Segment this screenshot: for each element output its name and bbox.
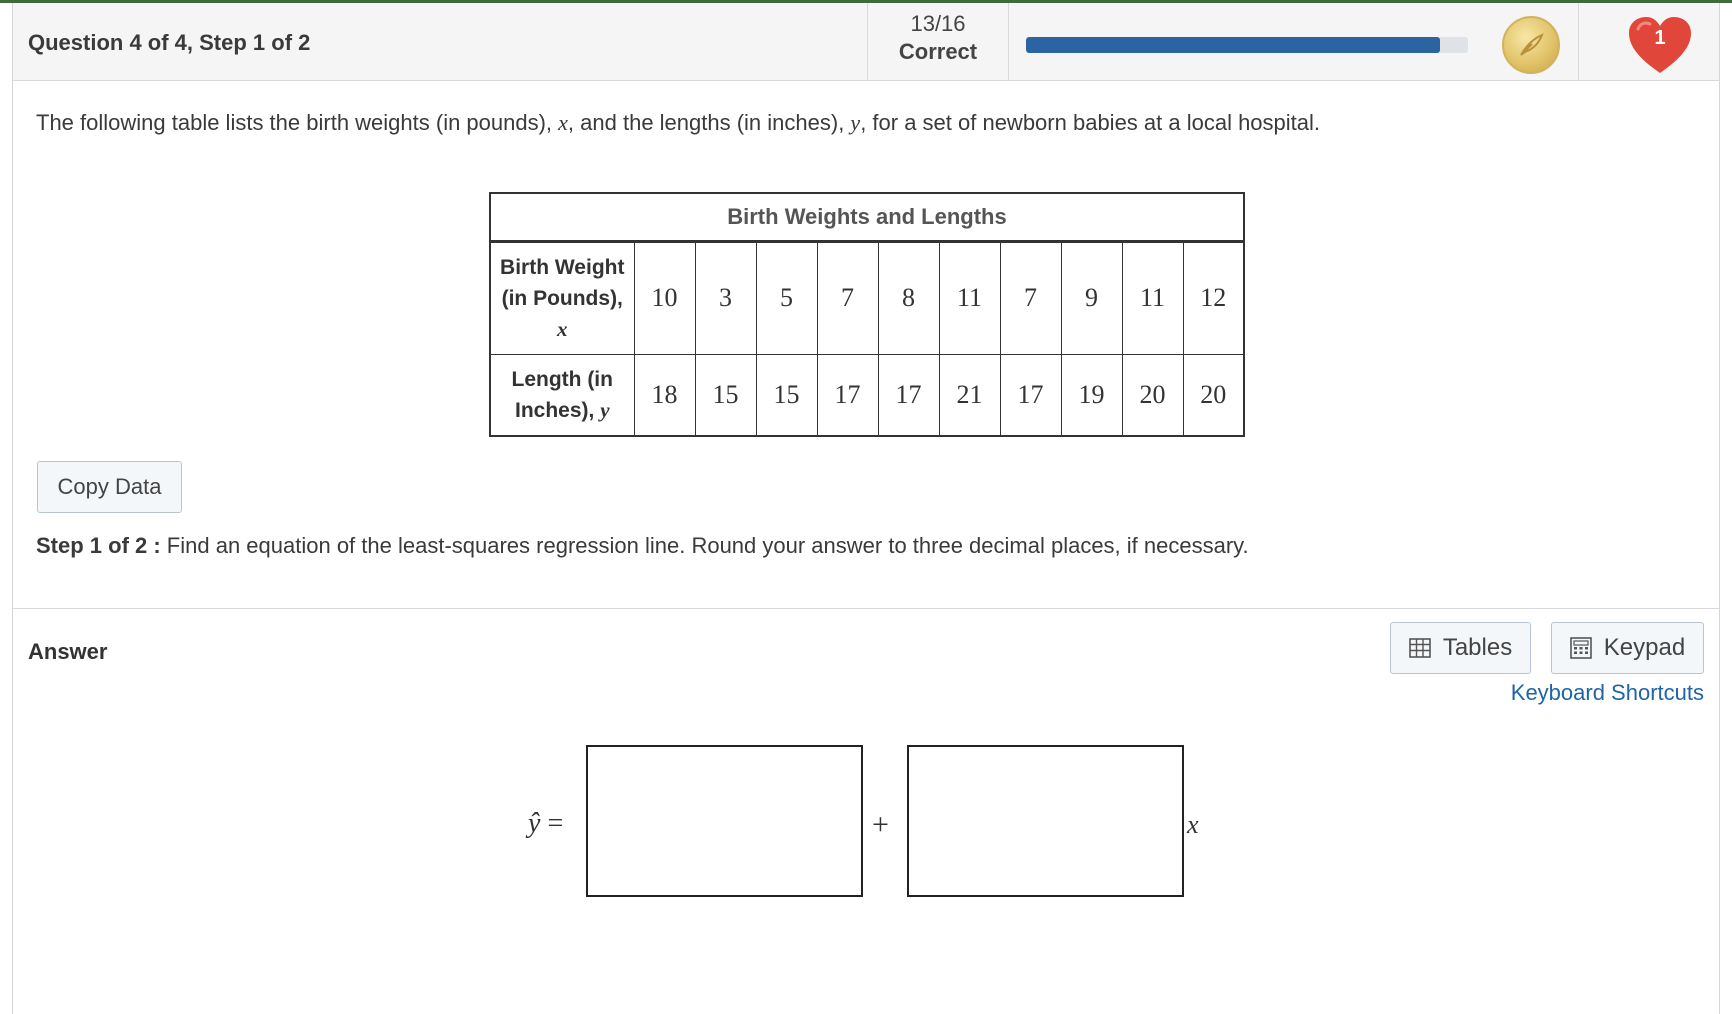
row-header-weight-text: Birth Weight (in Pounds), [500, 255, 625, 310]
row-header-length-text: Length (in Inches), [511, 367, 613, 422]
step-instruction [36, 533, 1249, 559]
question-panel [12, 3, 1720, 1014]
equals-sign: = [547, 808, 564, 839]
length-cell: 17 [1000, 354, 1061, 436]
progress-bar [1026, 37, 1468, 53]
keypad-button[interactable] [1551, 622, 1704, 674]
intro-y-var: y [850, 110, 861, 135]
keyboard-shortcuts-link[interactable]: Keyboard Shortcuts [1510, 680, 1704, 705]
row-header-weight-var: x [557, 316, 568, 341]
table-row-weights [490, 241, 1244, 354]
score-value: 13/16 [910, 11, 966, 36]
answer-label: Answer [28, 639, 108, 664]
equation-x-var: x [1187, 810, 1199, 839]
step-label: Step 1 of 2 : [36, 533, 161, 558]
copy-data-button[interactable]: Copy Data [37, 461, 182, 513]
question-title: Question 4 of 4, Step 1 of 2 [28, 30, 311, 55]
lives-heart [1626, 15, 1694, 77]
lives-count: 1 [1654, 27, 1666, 49]
feather-icon [1517, 31, 1545, 59]
length-cell: 15 [695, 354, 756, 436]
weight-cell: 9 [1061, 241, 1122, 354]
weight-cell: 7 [1000, 241, 1061, 354]
score-status: Correct [898, 39, 978, 64]
score-box [867, 3, 1009, 80]
slope-input[interactable] [907, 745, 1184, 897]
progress-bar-fill [1026, 37, 1440, 53]
question-header [13, 3, 1719, 81]
coin-icon[interactable] [1502, 16, 1560, 74]
weight-cell: 5 [756, 241, 817, 354]
intro-text-1: The following table lists the birth weights (in pounds), [36, 110, 559, 135]
header-separator [1578, 3, 1579, 80]
keypad-button-label: Keypad [1603, 634, 1686, 661]
section-divider [13, 608, 1719, 609]
row-header-length [490, 354, 634, 436]
length-cell: 17 [878, 354, 939, 436]
data-table [489, 192, 1245, 437]
length-cell: 20 [1122, 354, 1183, 436]
weight-cell: 12 [1183, 241, 1244, 354]
length-cell: 20 [1183, 354, 1244, 436]
row-header-weight [490, 241, 634, 354]
weight-cell: 11 [939, 241, 1000, 354]
intro-text-2: , and the lengths (in inches), [567, 110, 851, 135]
length-cell: 17 [817, 354, 878, 436]
weight-cell: 8 [878, 241, 939, 354]
weight-cell: 10 [634, 241, 695, 354]
keypad-icon [1570, 637, 1592, 659]
equation-lhs [528, 808, 563, 840]
weight-cell: 7 [817, 241, 878, 354]
length-cell: 21 [939, 354, 1000, 436]
tables-button[interactable] [1390, 622, 1531, 674]
length-cell: 15 [756, 354, 817, 436]
tables-button-label: Tables [1442, 634, 1513, 661]
intro-x-var: x [558, 110, 568, 135]
intro-text-3: , for a set of newborn babies at a local hospital. [860, 110, 1321, 135]
table-row-lengths [490, 354, 1244, 436]
weight-cell: 11 [1122, 241, 1183, 354]
length-cell: 18 [634, 354, 695, 436]
intercept-input[interactable] [586, 745, 863, 897]
step-text: Find an equation of the least-squares regression line. Round your answer to three decimal places, if necessary. [160, 533, 1249, 558]
question-intro [36, 110, 1320, 136]
length-cell: 19 [1061, 354, 1122, 436]
table-caption: Birth Weights and Lengths [490, 193, 1244, 241]
row-header-length-var: y [600, 397, 610, 422]
plus-sign: + [872, 808, 889, 841]
weight-cell: 3 [695, 241, 756, 354]
y-hat-var: ŷ [528, 808, 541, 839]
table-icon [1409, 638, 1431, 658]
